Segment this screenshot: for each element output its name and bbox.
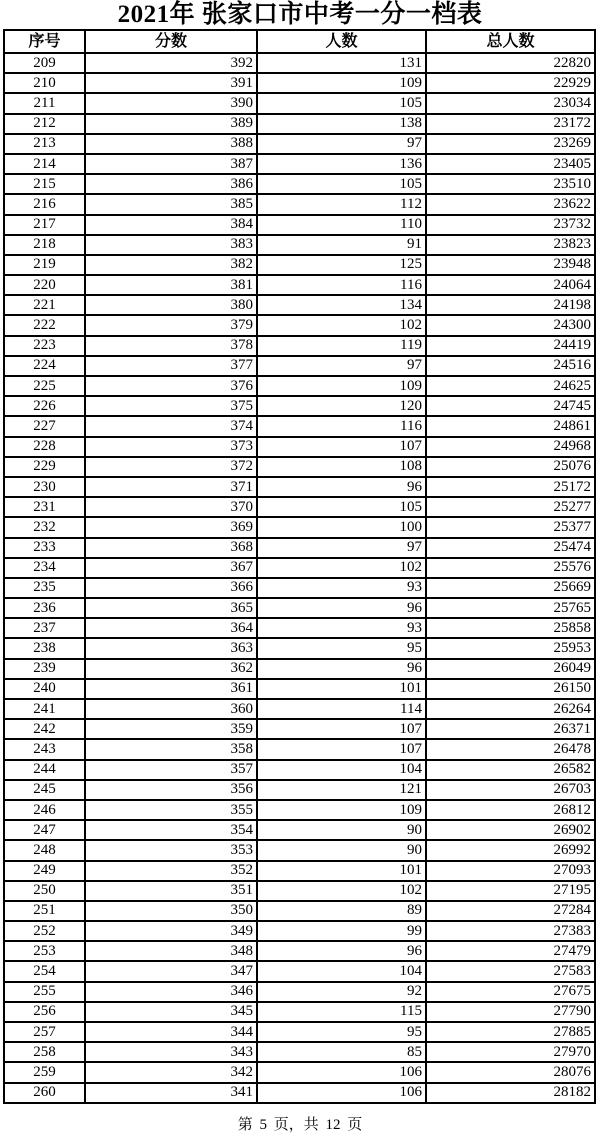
total-cell: 27383 [426, 921, 595, 941]
count-cell: 104 [257, 760, 426, 780]
table-row [4, 558, 595, 578]
header-total: 总人数 [426, 30, 595, 53]
total-cell: 27583 [426, 961, 595, 981]
serial-cell: 230 [4, 477, 85, 497]
count-cell: 96 [257, 598, 426, 618]
count-cell: 112 [257, 194, 426, 214]
total-cell: 23034 [426, 93, 595, 113]
total-cell: 23172 [426, 114, 595, 134]
score-cell: 369 [85, 517, 257, 537]
score-cell: 391 [85, 73, 257, 93]
score-cell: 378 [85, 336, 257, 356]
count-cell: 110 [257, 215, 426, 235]
header-score: 分数 [85, 30, 257, 53]
count-cell: 109 [257, 73, 426, 93]
count-cell: 114 [257, 699, 426, 719]
score-cell: 359 [85, 719, 257, 739]
serial-cell: 244 [4, 760, 85, 780]
count-cell: 121 [257, 780, 426, 800]
table-row [4, 760, 595, 780]
serial-cell: 213 [4, 134, 85, 154]
table-row [4, 618, 595, 638]
header-count: 人数 [257, 30, 426, 53]
table-row [4, 154, 595, 174]
count-cell: 95 [257, 638, 426, 658]
serial-cell: 219 [4, 255, 85, 275]
score-cell: 341 [85, 1083, 257, 1103]
table-row [4, 861, 595, 881]
count-cell: 120 [257, 396, 426, 416]
table-row [4, 295, 595, 315]
serial-cell: 215 [4, 174, 85, 194]
score-cell: 390 [85, 93, 257, 113]
table-row [4, 961, 595, 981]
total-cell: 23510 [426, 174, 595, 194]
serial-cell: 226 [4, 396, 85, 416]
count-cell: 109 [257, 800, 426, 820]
score-cell: 392 [85, 53, 257, 73]
score-cell: 366 [85, 578, 257, 598]
serial-cell: 246 [4, 800, 85, 820]
score-cell: 355 [85, 800, 257, 820]
score-cell: 346 [85, 982, 257, 1002]
count-cell: 109 [257, 376, 426, 396]
table-row [4, 356, 595, 376]
table-row [4, 1042, 595, 1062]
score-cell: 354 [85, 820, 257, 840]
count-cell: 97 [257, 356, 426, 376]
total-cell: 27479 [426, 941, 595, 961]
table-row [4, 437, 595, 457]
serial-cell: 223 [4, 336, 85, 356]
count-cell: 138 [257, 114, 426, 134]
total-cell: 23948 [426, 255, 595, 275]
serial-cell: 221 [4, 295, 85, 315]
score-cell: 353 [85, 840, 257, 860]
table-row [4, 1062, 595, 1082]
table-row [4, 416, 595, 436]
table-row [4, 1083, 595, 1103]
score-cell: 348 [85, 941, 257, 961]
count-cell: 100 [257, 517, 426, 537]
serial-cell: 216 [4, 194, 85, 214]
table-row [4, 578, 595, 598]
serial-cell: 257 [4, 1022, 85, 1042]
score-cell: 384 [85, 215, 257, 235]
serial-cell: 232 [4, 517, 85, 537]
total-cell: 22929 [426, 73, 595, 93]
score-cell: 376 [85, 376, 257, 396]
score-cell: 360 [85, 699, 257, 719]
table-row [4, 638, 595, 658]
table-row [4, 982, 595, 1002]
score-cell: 381 [85, 275, 257, 295]
table-row [4, 921, 595, 941]
total-cell: 24300 [426, 315, 595, 335]
total-cell: 25277 [426, 497, 595, 517]
serial-cell: 252 [4, 921, 85, 941]
total-cell: 27970 [426, 1042, 595, 1062]
total-cell: 25858 [426, 618, 595, 638]
total-cell: 27885 [426, 1022, 595, 1042]
count-cell: 97 [257, 134, 426, 154]
count-cell: 136 [257, 154, 426, 174]
serial-cell: 224 [4, 356, 85, 376]
total-cell: 25576 [426, 558, 595, 578]
total-cell: 24861 [426, 416, 595, 436]
table-row [4, 679, 595, 699]
total-cell: 26371 [426, 719, 595, 739]
count-cell: 107 [257, 719, 426, 739]
table-row [4, 1022, 595, 1042]
serial-cell: 253 [4, 941, 85, 961]
total-cell: 25953 [426, 638, 595, 658]
table-row [4, 659, 595, 679]
score-cell: 370 [85, 497, 257, 517]
serial-cell: 250 [4, 881, 85, 901]
total-cell: 25765 [426, 598, 595, 618]
table-row [4, 517, 595, 537]
total-cell: 23405 [426, 154, 595, 174]
table-row [4, 315, 595, 335]
count-cell: 107 [257, 437, 426, 457]
serial-cell: 237 [4, 618, 85, 638]
total-cell: 26582 [426, 760, 595, 780]
score-cell: 345 [85, 1002, 257, 1022]
serial-cell: 209 [4, 53, 85, 73]
score-cell: 358 [85, 739, 257, 759]
count-cell: 96 [257, 941, 426, 961]
serial-cell: 259 [4, 1062, 85, 1082]
serial-cell: 258 [4, 1042, 85, 1062]
score-cell: 372 [85, 457, 257, 477]
serial-cell: 212 [4, 114, 85, 134]
serial-cell: 233 [4, 538, 85, 558]
score-cell: 385 [85, 194, 257, 214]
table-row [4, 376, 595, 396]
serial-cell: 211 [4, 93, 85, 113]
total-cell: 25474 [426, 538, 595, 558]
total-cell: 24745 [426, 396, 595, 416]
table-row [4, 93, 595, 113]
count-cell: 96 [257, 477, 426, 497]
total-cell: 24625 [426, 376, 595, 396]
serial-cell: 217 [4, 215, 85, 235]
score-cell: 349 [85, 921, 257, 941]
serial-cell: 255 [4, 982, 85, 1002]
score-cell: 383 [85, 235, 257, 255]
total-cell: 25076 [426, 457, 595, 477]
total-cell: 23622 [426, 194, 595, 214]
total-cell: 25172 [426, 477, 595, 497]
total-cell: 26812 [426, 800, 595, 820]
score-table-header [4, 30, 595, 53]
serial-cell: 225 [4, 376, 85, 396]
count-cell: 99 [257, 921, 426, 941]
total-cell: 27284 [426, 901, 595, 921]
score-cell: 361 [85, 679, 257, 699]
score-cell: 364 [85, 618, 257, 638]
score-cell: 342 [85, 1062, 257, 1082]
score-cell: 357 [85, 760, 257, 780]
total-cell: 26478 [426, 739, 595, 759]
count-cell: 93 [257, 618, 426, 638]
table-row [4, 1002, 595, 1022]
table-row [4, 174, 595, 194]
table-row [4, 840, 595, 860]
count-cell: 102 [257, 558, 426, 578]
count-cell: 85 [257, 1042, 426, 1062]
score-cell: 371 [85, 477, 257, 497]
total-cell: 28076 [426, 1062, 595, 1082]
table-row [4, 719, 595, 739]
table-row [4, 800, 595, 820]
score-table [3, 29, 596, 1104]
score-cell: 352 [85, 861, 257, 881]
table-row [4, 255, 595, 275]
count-cell: 97 [257, 538, 426, 558]
score-cell: 368 [85, 538, 257, 558]
score-cell: 380 [85, 295, 257, 315]
serial-cell: 240 [4, 679, 85, 699]
total-cell: 26264 [426, 699, 595, 719]
total-cell: 25669 [426, 578, 595, 598]
serial-cell: 227 [4, 416, 85, 436]
serial-cell: 210 [4, 73, 85, 93]
count-cell: 102 [257, 315, 426, 335]
count-cell: 95 [257, 1022, 426, 1042]
table-row [4, 598, 595, 618]
count-cell: 134 [257, 295, 426, 315]
serial-cell: 220 [4, 275, 85, 295]
count-cell: 125 [257, 255, 426, 275]
score-cell: 379 [85, 315, 257, 335]
total-cell: 24419 [426, 336, 595, 356]
total-cell: 22820 [426, 53, 595, 73]
score-cell: 365 [85, 598, 257, 618]
count-cell: 119 [257, 336, 426, 356]
count-cell: 116 [257, 275, 426, 295]
serial-cell: 241 [4, 699, 85, 719]
score-cell: 373 [85, 437, 257, 457]
table-row [4, 538, 595, 558]
count-cell: 91 [257, 235, 426, 255]
serial-cell: 245 [4, 780, 85, 800]
serial-cell: 256 [4, 1002, 85, 1022]
score-cell: 389 [85, 114, 257, 134]
table-row [4, 114, 595, 134]
count-cell: 116 [257, 416, 426, 436]
count-cell: 102 [257, 881, 426, 901]
serial-cell: 247 [4, 820, 85, 840]
serial-cell: 231 [4, 497, 85, 517]
score-cell: 388 [85, 134, 257, 154]
count-cell: 89 [257, 901, 426, 921]
count-cell: 105 [257, 93, 426, 113]
serial-cell: 242 [4, 719, 85, 739]
table-row [4, 477, 595, 497]
table-row [4, 780, 595, 800]
table-row [4, 336, 595, 356]
score-cell: 386 [85, 174, 257, 194]
score-cell: 343 [85, 1042, 257, 1062]
total-cell: 24064 [426, 275, 595, 295]
table-row [4, 53, 595, 73]
table-row [4, 235, 595, 255]
serial-cell: 228 [4, 437, 85, 457]
count-cell: 108 [257, 457, 426, 477]
score-cell: 362 [85, 659, 257, 679]
table-row [4, 134, 595, 154]
total-cell: 27790 [426, 1002, 595, 1022]
serial-cell: 249 [4, 861, 85, 881]
serial-cell: 234 [4, 558, 85, 578]
total-cell: 24198 [426, 295, 595, 315]
total-cell: 24968 [426, 437, 595, 457]
total-cell: 26992 [426, 840, 595, 860]
total-cell: 23269 [426, 134, 595, 154]
score-cell: 351 [85, 881, 257, 901]
serial-cell: 214 [4, 154, 85, 174]
score-cell: 377 [85, 356, 257, 376]
total-cell: 26902 [426, 820, 595, 840]
table-row [4, 497, 595, 517]
total-cell: 25377 [426, 517, 595, 537]
score-cell: 344 [85, 1022, 257, 1042]
count-cell: 92 [257, 982, 426, 1002]
table-row [4, 820, 595, 840]
serial-cell: 251 [4, 901, 85, 921]
table-row [4, 215, 595, 235]
score-cell: 375 [85, 396, 257, 416]
table-row [4, 699, 595, 719]
total-cell: 28182 [426, 1083, 595, 1103]
total-cell: 23732 [426, 215, 595, 235]
header-row [4, 30, 595, 53]
serial-cell: 238 [4, 638, 85, 658]
serial-cell: 222 [4, 315, 85, 335]
table-row [4, 739, 595, 759]
score-cell: 363 [85, 638, 257, 658]
serial-cell: 254 [4, 961, 85, 981]
total-cell: 27093 [426, 861, 595, 881]
score-cell: 367 [85, 558, 257, 578]
count-cell: 101 [257, 861, 426, 881]
table-row [4, 396, 595, 416]
serial-cell: 235 [4, 578, 85, 598]
table-row [4, 941, 595, 961]
count-cell: 106 [257, 1083, 426, 1103]
table-row [4, 881, 595, 901]
serial-cell: 229 [4, 457, 85, 477]
serial-cell: 243 [4, 739, 85, 759]
count-cell: 131 [257, 53, 426, 73]
serial-cell: 260 [4, 1083, 85, 1103]
count-cell: 101 [257, 679, 426, 699]
count-cell: 106 [257, 1062, 426, 1082]
score-cell: 347 [85, 961, 257, 981]
count-cell: 105 [257, 174, 426, 194]
total-cell: 27195 [426, 881, 595, 901]
table-row [4, 901, 595, 921]
serial-cell: 236 [4, 598, 85, 618]
count-cell: 96 [257, 659, 426, 679]
score-cell: 387 [85, 154, 257, 174]
total-cell: 27675 [426, 982, 595, 1002]
table-row [4, 194, 595, 214]
table-row [4, 73, 595, 93]
serial-cell: 218 [4, 235, 85, 255]
score-cell: 382 [85, 255, 257, 275]
count-cell: 93 [257, 578, 426, 598]
total-cell: 26703 [426, 780, 595, 800]
table-row [4, 457, 595, 477]
count-cell: 105 [257, 497, 426, 517]
page-title: 2021年 张家口市中考一分一档表 [117, 1, 483, 28]
total-cell: 23823 [426, 235, 595, 255]
serial-cell: 248 [4, 840, 85, 860]
score-cell: 350 [85, 901, 257, 921]
score-cell: 374 [85, 416, 257, 436]
total-cell: 26150 [426, 679, 595, 699]
total-cell: 26049 [426, 659, 595, 679]
page-footer: 第 5 页，共 12 页 [237, 1116, 363, 1133]
table-row [4, 275, 595, 295]
count-cell: 90 [257, 820, 426, 840]
count-cell: 104 [257, 961, 426, 981]
count-cell: 107 [257, 739, 426, 759]
count-cell: 90 [257, 840, 426, 860]
score-table-body [4, 53, 595, 1103]
header-serial: 序号 [4, 30, 85, 53]
count-cell: 115 [257, 1002, 426, 1022]
score-cell: 356 [85, 780, 257, 800]
total-cell: 24516 [426, 356, 595, 376]
serial-cell: 239 [4, 659, 85, 679]
